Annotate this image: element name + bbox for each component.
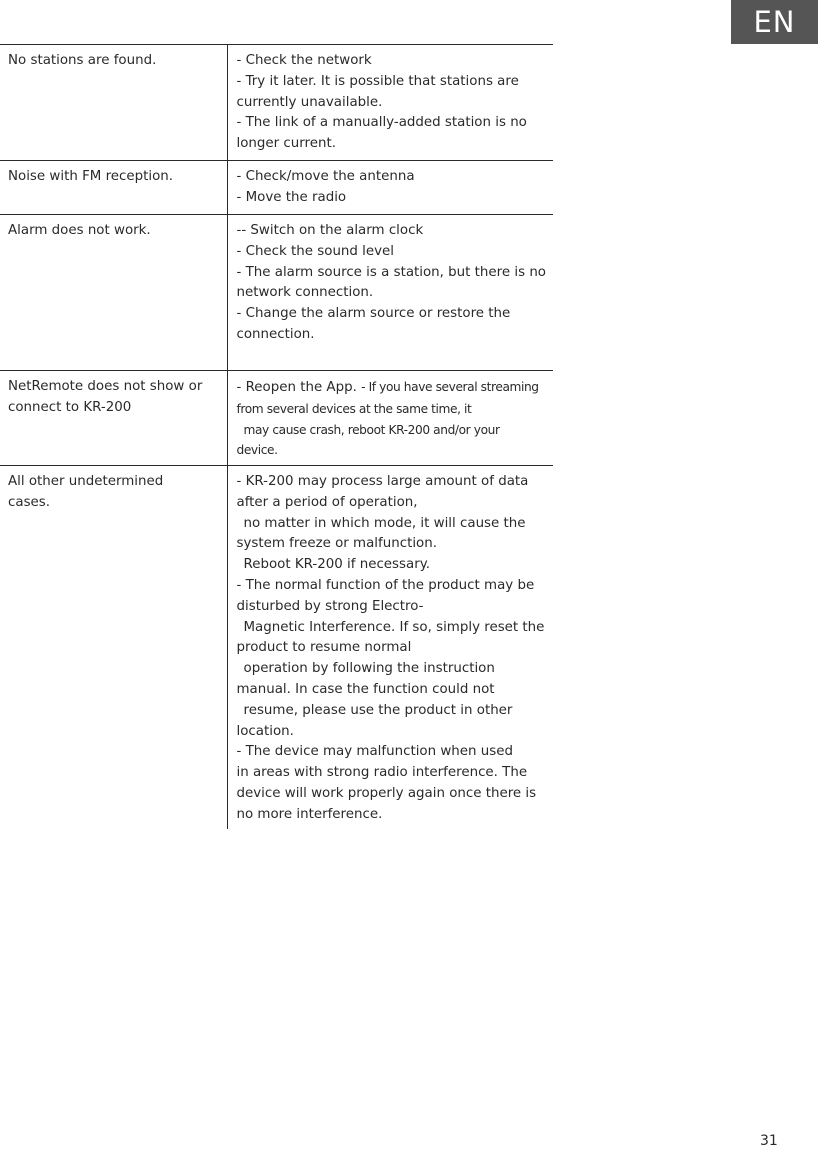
solution-line: system freeze or malfunction.	[236, 536, 437, 552]
solution-line: - Change the alarm source or restore the	[236, 306, 511, 322]
solution-line: - Try it later. It is possible that stations are	[236, 73, 519, 89]
problem-text: cases.	[8, 494, 51, 510]
table-row	[0, 371, 553, 466]
solution-line: no more interference.	[236, 806, 383, 822]
problem-cell	[0, 371, 227, 466]
solution-line: disturbed by strong Electro-	[236, 598, 424, 614]
solution-line: resume, please use the product in other	[243, 702, 513, 718]
solution-line: operation by following the instruction	[243, 661, 495, 677]
problem-text: No stations are found.	[8, 53, 157, 68]
table-row	[0, 45, 553, 161]
solution-line: - Check the sound level	[236, 243, 395, 259]
solution-line: - The normal function of the product may be	[236, 577, 535, 593]
solution-lead-small: - If you have several streaming	[361, 380, 539, 394]
solution-line: connection.	[236, 326, 315, 342]
problem-cell	[0, 45, 227, 161]
solution-line: - The link of a manually-added station is no	[236, 115, 527, 131]
troubleshooting-table	[0, 44, 553, 829]
table-row	[0, 161, 553, 215]
solution-line: manual. In case the function could not	[236, 681, 495, 697]
problem-cell	[0, 215, 227, 371]
problem-text: connect to KR-200	[8, 399, 132, 415]
solution-cell	[227, 371, 553, 466]
solution-first-line	[237, 377, 546, 399]
solution-line: device will work properly again once there is	[236, 785, 537, 801]
problem-text: All other undetermined	[8, 474, 164, 489]
solution-line: product to resume normal	[236, 640, 412, 656]
solution-line: - Move the radio	[236, 189, 347, 205]
problem-text: Noise with FM reception.	[8, 169, 174, 184]
solution-line: in areas with strong radio interference. The	[236, 765, 528, 781]
solution-line: device.	[236, 443, 278, 458]
solution-lead: - Reopen the App.	[236, 380, 362, 395]
solution-line: - Check the network	[236, 53, 372, 68]
problem-cell	[0, 161, 227, 215]
solution-line: - The alarm source is a station, but there is no	[236, 264, 546, 280]
table-row	[0, 215, 553, 371]
solution-line: currently unavailable.	[236, 94, 383, 110]
solution-line: may cause crash, reboot KR-200 and/or your	[243, 422, 500, 437]
page-number: 31	[760, 1133, 778, 1149]
solution-line: - KR-200 may process large amount of data	[236, 474, 529, 489]
solution-line: no matter in which mode, it will cause the	[243, 515, 526, 531]
solution-line: - Check/move the antenna	[236, 169, 415, 184]
solution-cell	[227, 161, 553, 215]
solution-line: Magnetic Interference. If so, simply reset the	[243, 619, 545, 635]
problem-cell	[0, 466, 227, 830]
problem-text: NetRemote does not show or	[8, 379, 203, 394]
solution-line: from several devices at the same time, it	[236, 401, 472, 416]
solution-cell	[227, 45, 553, 161]
table-row	[0, 466, 553, 830]
solution-line: network connection.	[236, 285, 374, 301]
solution-line: -- Switch on the alarm clock	[236, 223, 424, 238]
solution-cell	[227, 215, 553, 371]
solution-line: - The device may malfunction when used	[236, 744, 513, 760]
language-tab: EN	[731, 0, 818, 44]
solution-line: after a period of operation,	[236, 494, 418, 510]
solution-cell	[227, 466, 553, 830]
problem-text: Alarm does not work.	[8, 223, 151, 238]
solution-line: Reboot KR-200 if necessary.	[243, 557, 430, 573]
solution-line: longer current.	[236, 136, 336, 152]
solution-line: location.	[236, 723, 294, 739]
